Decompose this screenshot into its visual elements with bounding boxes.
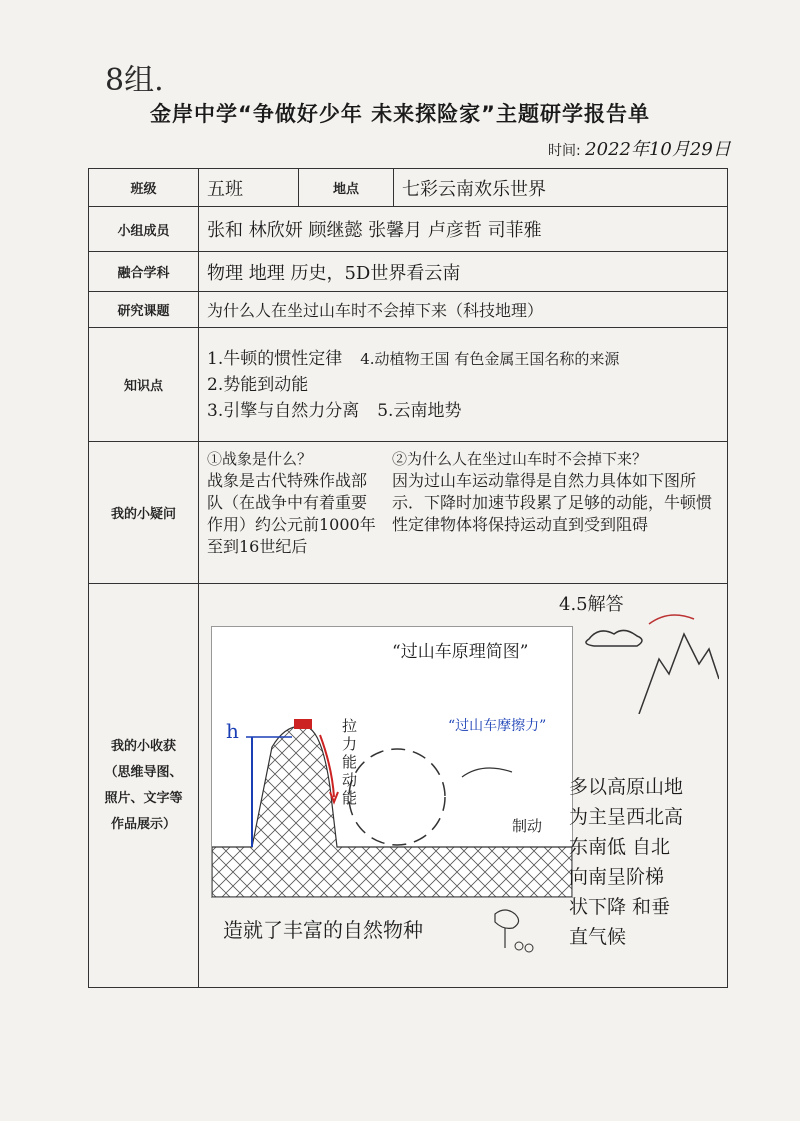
questions-label: 我的小疑问 xyxy=(89,442,199,584)
topic-label: 研究课题 xyxy=(89,292,199,328)
subjects-label: 融合学科 xyxy=(89,252,199,292)
coaster-picture xyxy=(211,626,573,898)
vertical-label: 拉力能动能 xyxy=(342,717,358,807)
brake-label: 制动 xyxy=(512,817,543,835)
h-label: h xyxy=(226,719,239,743)
class-value: 五班 xyxy=(199,169,299,207)
knowledge-item: 5.云南地势 xyxy=(377,400,462,421)
members-label: 小组成员 xyxy=(89,207,199,252)
answer-2: 因为过山车运动靠得是自然力具体如下图所示．下降时加速节段累了足够的动能，牛顿惯性定律物体将保持运动直到受到阻碍 xyxy=(392,471,713,534)
right-label: “过山车摩擦力” xyxy=(448,718,547,734)
bottom-note: 造就了丰富的自然物种 xyxy=(223,918,423,942)
knowledge-item: 3.引擎与自然力分离 xyxy=(207,400,360,421)
diagram-title: “过山车原理简图” xyxy=(392,642,529,662)
date-value: 2022年10月29日 xyxy=(585,139,731,160)
knowledge-item: 1.牛顿的惯性定律 xyxy=(207,348,343,369)
subjects-value: 物理 地理 历史，5D世界看云南 xyxy=(199,252,728,292)
report-table xyxy=(88,168,728,988)
question-1: ①战象是什么？ xyxy=(207,450,313,468)
topic-value: 为什么人在坐过山车时不会掉下来（科技地理） xyxy=(199,292,728,328)
knowledge-item: 4.动植物王国 有色金属王国名称的来源 xyxy=(360,349,620,368)
class-label: 班级 xyxy=(89,169,199,207)
location-label: 地点 xyxy=(299,169,394,207)
question-2: ②为什么人在坐过山车时不会掉下来？ xyxy=(392,450,648,468)
gains-label: 我的小收获 （思维导图、 照片、文字等 作品展示） xyxy=(89,584,199,988)
page-title: 金岸中学“争做好少年 未来探险家”主题研学报告单 xyxy=(150,102,650,126)
members-value: 张和 林欣妍 顾继懿 张馨月 卢彦哲 司菲雅 xyxy=(199,207,728,252)
coaster-diagram xyxy=(212,627,572,897)
location-value: 七彩云南欢乐世界 xyxy=(394,169,728,207)
answer-1: 战象是古代特殊作战部队（在战争中有着重要作用）约公元前1000年至到16世纪后 xyxy=(207,471,376,556)
group-label: 8组. xyxy=(105,63,164,98)
date xyxy=(548,135,731,161)
answer-tag: 4.5解答 xyxy=(559,594,624,615)
knowledge-label: 知识点 xyxy=(89,328,199,442)
questions-value xyxy=(199,442,728,584)
geo-note: 多以高原山地 为主呈西北高 东南低 自北 向南呈阶梯 状下降 和垂 直气候 xyxy=(569,776,684,948)
knowledge-value xyxy=(199,328,728,442)
knowledge-item: 2.势能到动能 xyxy=(207,374,309,395)
plant-doodle xyxy=(485,904,545,954)
date-label: 时间: xyxy=(548,143,581,159)
gains-value xyxy=(199,584,728,988)
